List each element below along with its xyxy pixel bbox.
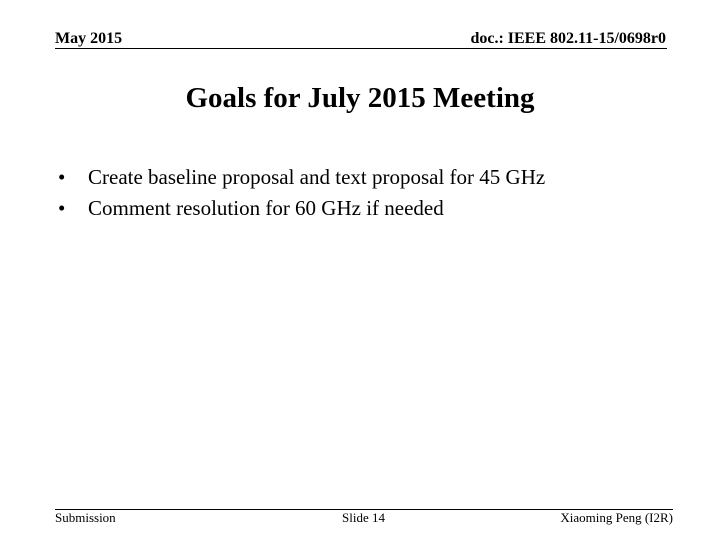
footer-slide-number: Slide 14 xyxy=(342,510,385,525)
header-date: May 2015 xyxy=(55,30,123,47)
bullet-text: Create baseline proposal and text proposal for 45 GHz xyxy=(88,165,546,189)
bullet-item xyxy=(58,193,545,224)
bullet-icon: • xyxy=(58,196,66,220)
bullet-item xyxy=(58,162,545,193)
bullet-icon: • xyxy=(58,165,66,189)
bullet-list xyxy=(58,162,545,224)
header-divider xyxy=(55,48,667,49)
bullet-text: Comment resolution for 60 GHz if needed xyxy=(88,196,444,220)
slide-title: Goals for July 2015 Meeting xyxy=(185,82,535,114)
footer-submission: Submission xyxy=(55,510,116,525)
header-doc-id: doc.: IEEE 802.11-15/0698r0 xyxy=(470,30,666,47)
footer-author: Xiaoming Peng (I2R) xyxy=(560,510,673,525)
